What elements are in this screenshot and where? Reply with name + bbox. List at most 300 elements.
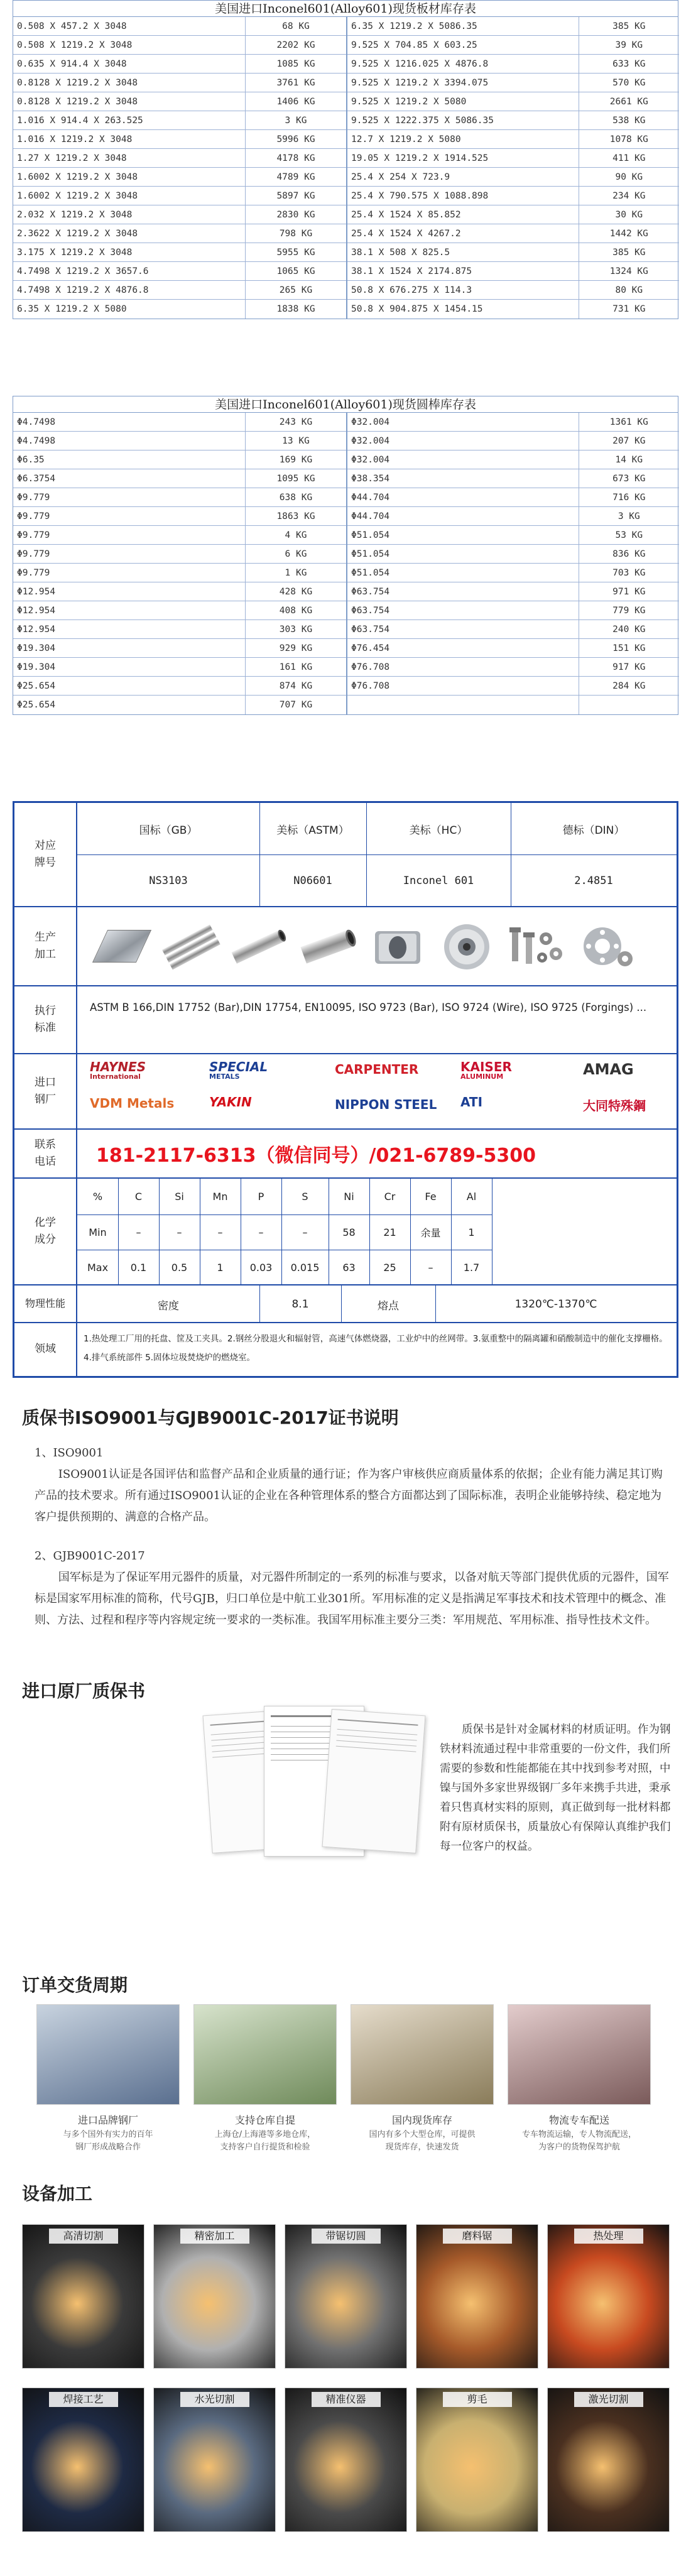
bar-stock-weight: 161 KG [279,662,313,672]
composition-cell: Si [175,1191,184,1203]
pipe-product-image [298,921,359,973]
delivery-photo [193,2004,337,2105]
bar-stock-spec: Φ9.779 [13,488,246,506]
plate-stock-row [13,243,346,262]
plate-stock-spec: 50.8 X 676.275 X 114.3 [347,281,579,299]
bar-stock-weight: 874 KG [279,681,313,691]
mill-logo [460,1094,482,1110]
plate-stock-spec: 12.7 X 1219.2 X 5080 [347,130,579,148]
bar-stock-spec: Φ12.954 [13,582,246,601]
plate-stock-row [347,111,679,130]
bar-stock-table [13,396,678,715]
bar-stock-weight: 1 KG [285,568,307,578]
original-cert-paragraph: 质保书是针对金属材料的材质证明。作为钢铁材料流通过程中非常重要的一份文件，我们所需要的参数和性能都能在其中找到参考对照，中镍与国外多家世界级钢厂多年来携手共进，秉承着只售真材实料的原则，真正做到每一批材料都附有原材质保书，质量放心有保障认真维护我们每一位客户的权益。 [440,1723,671,1853]
bar-stock-weight: 169 KG [279,455,313,465]
bar-stock-spec: Φ25.654 [13,696,246,714]
composition-cell: 1 [468,1226,475,1238]
plate-stock-row [13,55,346,74]
plate-stock-row [13,36,346,55]
mill-name: 大同特殊鋼 [583,1098,646,1113]
bar-stock-row [347,413,679,432]
plate-stock-row [13,281,346,300]
bar-stock-spec: Φ9.779 [13,545,246,563]
bar-stock-spec [347,696,579,714]
equipment-photo [285,2224,407,2369]
production-images [77,907,677,985]
equipment-photo [285,2388,407,2532]
bar-stock-row [13,582,346,601]
bar-stock-spec: Φ9.779 [13,507,246,525]
bar-stock-row [347,658,679,677]
plate-stock-row [13,300,346,319]
delivery-caption: 国内现货库存 [391,2114,452,2126]
bar-stock-spec: Φ4.7498 [13,432,246,450]
mill-logo [460,1059,512,1081]
plate-stock-row [347,17,679,36]
spec-panel [13,801,678,1378]
bar-stock-weight: 428 KG [279,587,313,597]
delivery-photo [36,2004,180,2105]
bar-stock-spec: Φ12.954 [13,601,246,619]
plate-stock-row [347,281,679,300]
plate-stock-weight: 1406 KG [276,97,315,107]
bar-stock-title: 美国进口Inconel601(Alloy601)现货圆棒库存表 [13,396,678,412]
iso-heading: 1、ISO9001 [35,1446,104,1460]
bar-stock-weight: 3 KG [618,511,640,521]
bar-stock-row [13,450,346,469]
plate-stock-weight: 90 KG [615,172,643,182]
composition-cell: 58 [342,1226,356,1238]
composition-cell: Cr [384,1191,396,1203]
plate-stock-row [347,92,679,111]
plate-stock-weight: 538 KG [612,116,646,126]
composition-cell: 余量 [420,1226,441,1239]
mill-logo [209,1059,268,1081]
plate-stock-weight: 731 KG [612,304,646,314]
original-cert-text [440,1720,672,1857]
plate-stock-row [347,205,679,224]
bar-stock-spec: Φ51.054 [347,545,579,563]
bar-stock-weight: 638 KG [279,493,313,503]
plate-stock-spec: 4.7498 X 1219.2 X 4876.8 [13,281,246,299]
plate-stock-table [13,0,678,319]
equipment-photo [547,2388,670,2532]
bar-stock-row [347,677,679,696]
bar-stock-spec: Φ63.754 [347,582,579,601]
plate-stock-spec: 50.8 X 904.875 X 1454.15 [347,300,579,319]
bar-stock-spec: Φ32.004 [347,450,579,469]
bar-stock-row [347,620,679,639]
composition-cell: 63 [342,1262,356,1274]
iso-paragraph: ISO9001认证是各国评估和监督产品和企业质量的通行证；作为客户审核供应商质量体系的依据；企业有能力满足其订购产品的技术要求。所有通过ISO9001认证的企业在各种管理体系的整合方面都达到了国际标准，表明企业能够持续、稳定地为客户提供预期的、满意的合格产品。 [35,1468,663,1524]
equipment-caption: 磨料锯 [443,2229,512,2244]
plate-stock-row [347,300,679,319]
plate-stock-spec: 1.6002 X 1219.2 X 3048 [13,168,246,186]
bar-stock-row [13,677,346,696]
plate-stock-row [13,205,346,224]
mills-label: 进口 钢厂 [14,1054,77,1128]
plate-stock-weight: 1442 KG [609,229,648,239]
bar-stock-weight: 1095 KG [276,474,315,484]
grade-value-astm: N06601 [293,875,332,887]
plate-stock-row [13,224,346,243]
density-label: 密度 [158,1299,179,1313]
plate-stock-weight: 234 KG [612,191,646,201]
equipment-photo [547,2224,670,2369]
plate-stock-spec: 0.508 X 457.2 X 3048 [13,17,246,35]
mill-name: ATI [460,1094,483,1110]
bar-stock-spec: Φ63.754 [347,601,579,619]
plate-stock-spec: 9.525 X 1216.025 X 4876.8 [347,55,579,73]
bar-stock-weight: 779 KG [612,606,646,616]
mill-logo [583,1096,646,1114]
mill-subname: International [90,1072,141,1081]
tube-product-image [229,921,290,973]
flange-product-image [575,921,635,973]
equipment-caption: 水光切割 [180,2392,249,2407]
bar-stock-weight: 53 KG [615,530,643,540]
plate-stock-row [347,36,679,55]
bar-stock-row [13,507,346,526]
plate-stock-weight: 3 KG [285,116,307,126]
wire-spool-product-image [437,921,497,973]
delivery-photo [351,2004,494,2105]
plate-stock-weight: 80 KG [615,285,643,295]
plate-stock-weight: 1085 KG [276,59,315,69]
plate-stock-weight: 633 KG [612,59,646,69]
plate-stock-row [13,17,346,36]
equipment-photo [416,2224,538,2369]
bar-stock-spec: Φ25.654 [13,677,246,695]
plate-stock-weight: 68 KG [282,21,310,31]
plate-stock-row [13,92,346,111]
plate-stock-weight: 798 KG [279,229,313,239]
equipment-title: 设备加工 [22,2183,93,2204]
equipment-photo [22,2224,144,2369]
bar-stock-row [347,545,679,564]
bar-stock-spec: Φ6.35 [13,450,246,469]
plate-stock-weight: 2202 KG [276,40,315,50]
composition-cell: Ni [344,1191,354,1203]
bar-stock-spec: Φ51.054 [347,564,579,582]
composition-cell: 1 [217,1262,224,1274]
bar-stock-row [13,696,346,714]
equipment-photo [153,2388,276,2532]
plate-stock-spec: 19.05 X 1219.2 X 1914.525 [347,149,579,167]
bar-stock-row [347,696,679,714]
round-bar-product-image [160,921,220,973]
bar-stock-row [13,601,346,620]
grade-header-hc: 美标（HC） [409,824,468,837]
melting-value: 1320℃-1370℃ [514,1298,597,1311]
fields-label: 领域 [14,1323,77,1376]
bar-stock-row [347,488,679,507]
bar-stock-spec: Φ9.779 [13,564,246,582]
physical-label: 物理性能 [14,1285,77,1322]
plate-stock-weight: 1838 KG [276,304,315,314]
bar-stock-row [13,639,346,658]
delivery-subcaption: 国内有多个大型仓库，可提供 现货库存，快速发货 [369,2130,476,2152]
mill-name: KAISER [460,1059,512,1074]
composition-cell: 21 [383,1226,396,1238]
bar-stock-spec: Φ6.3754 [13,469,246,488]
bar-stock-weight: 4 KG [285,530,307,540]
plate-stock-row [347,149,679,168]
grade-header-gb: 国标（GB） [139,824,198,837]
plate-stock-weight: 5897 KG [276,191,315,201]
plate-stock-spec: 4.7498 X 1219.2 X 3657.6 [13,262,246,280]
bar-stock-weight: 6 KG [285,549,307,559]
plate-stock-row [13,168,346,187]
plate-stock-row [347,55,679,74]
bar-stock-weight: 929 KG [279,643,313,653]
plate-stock-title: 美国进口Inconel601(Alloy601)现货板材库存表 [13,0,678,16]
plate-stock-weight: 3761 KG [276,78,315,88]
plate-stock-spec: 0.508 X 1219.2 X 3048 [13,36,246,54]
bar-stock-row [347,639,679,658]
contact-label: 联系 电话 [14,1130,77,1177]
certificate-title: 质保书ISO9001与GJB9001C-2017证书说明 [22,1407,399,1428]
plate-stock-row [347,262,679,281]
production-row [14,907,677,986]
plate-stock-left [13,17,346,319]
delivery-subcaption: 专车物流运输，专人物流配送， 为客户的货物保驾护航 [521,2130,636,2152]
grade-header-din: 德标（DIN） [562,824,625,837]
density-value: 8.1 [291,1298,309,1311]
composition-cell: 0.015 [290,1262,320,1274]
bar-stock-row [347,469,679,488]
fasteners-product-image [506,921,566,973]
bar-stock-row [347,450,679,469]
gjb-text [35,1567,669,1631]
plate-stock-row [13,187,346,205]
plate-stock-weight: 570 KG [612,78,646,88]
standard-row [14,986,677,1054]
mill-logo [90,1059,146,1081]
mill-subname: METALS [209,1072,240,1081]
plate-stock-weight: 5996 KG [276,134,315,145]
delivery-photo [508,2004,651,2105]
bar-stock-spec: Φ4.7498 [13,413,246,431]
composition-cell: – [428,1262,433,1274]
equipment-caption: 剪毛 [443,2392,512,2407]
plate-stock-row [13,111,346,130]
plate-stock-row [347,74,679,92]
plate-stock-spec: 1.27 X 1219.2 X 3048 [13,149,246,167]
bar-stock-weight [579,696,679,714]
plate-stock-spec: 9.525 X 1219.2 X 3394.075 [347,74,579,92]
delivery-caption: 支持仓库自提 [234,2114,295,2126]
plate-stock-row [13,149,346,168]
plate-stock-row [347,224,679,243]
contact-phone[interactable]: 181-2117-6313（微信同号）/021-6789-5300 [96,1145,536,1167]
bar-stock-weight: 703 KG [612,568,646,578]
mill-logo [583,1061,634,1078]
bar-stock-row [13,658,346,677]
plate-stock-spec: 1.016 X 914.4 X 263.525 [13,111,246,129]
bar-stock-right [346,413,679,714]
bar-stock-spec: Φ19.304 [13,639,246,657]
bar-stock-row [13,526,346,545]
standard-text: ASTM B 166,DIN 17752 (Bar),DIN 17754, EN10095, ISO 9723 (Bar), ISO 9724 (Wire), ISO 9725 (Forgings) ... [90,1001,647,1013]
composition-cell: Al [466,1191,477,1203]
plate-stock-row [13,130,346,149]
composition-cell: – [258,1226,264,1238]
composition-cell: – [177,1226,182,1238]
bar-stock-spec: Φ32.004 [347,432,579,450]
bar-stock-spec: Φ32.004 [347,413,579,431]
composition-cell: Fe [425,1191,437,1203]
plate-stock-weight: 1078 KG [609,134,648,145]
plate-stock-spec: 25.4 X 254 X 723.9 [347,168,579,186]
plate-stock-row [13,262,346,281]
grade-header-astm: 美标（ASTM） [276,824,349,837]
plate-stock-spec: 2.032 X 1219.2 X 3048 [13,205,246,224]
plate-stock-weight: 4178 KG [276,153,315,163]
delivery-title: 订单交货周期 [22,1975,128,1995]
plate-stock-weight: 411 KG [612,153,646,163]
bar-stock-spec: Φ19.304 [13,658,246,676]
mill-name: YAKIN [209,1094,252,1110]
equipment-photo [153,2224,276,2369]
equipment-caption: 精准仪器 [312,2392,381,2407]
plate-stock-spec: 6.35 X 1219.2 X 5080 [13,300,246,319]
plate-stock-spec: 0.8128 X 1219.2 X 3048 [13,74,246,92]
composition-cell: 1.7 [463,1262,480,1274]
equipment-caption: 焊接工艺 [49,2392,118,2407]
plate-stock-spec: 25.4 X 1524 X 85.852 [347,205,579,224]
plate-stock-spec: 38.1 X 508 X 825.5 [347,243,579,261]
original-cert-title: 进口原厂质保书 [22,1681,146,1701]
grade-row [14,803,677,907]
mill-name: AMAG [583,1061,634,1078]
bar-stock-spec: Φ51.054 [347,526,579,544]
bar-stock-weight: 836 KG [612,549,646,559]
mill-subname: ALUMINUM [460,1072,504,1081]
bar-stock-row [347,564,679,582]
equipment-photo [416,2388,538,2532]
mill-logo [90,1096,174,1111]
bar-stock-spec: Φ9.779 [13,526,246,544]
bar-stock-row [13,620,346,639]
delivery-caption: 进口品牌钢厂 [77,2114,138,2126]
composition-cell: Min [89,1226,107,1238]
plate-stock-weight: 265 KG [279,285,313,295]
delivery-subcaption: 上海仓/上海港等多地仓库， 支持客户自行提货和检验 [214,2130,316,2152]
mill-name: SPECIAL [209,1059,268,1074]
plate-stock-weight: 39 KG [615,40,643,50]
gjb-paragraph: 国军标是为了保证军用元器件的质量，对元器件所制定的一系列的标准与要求，以备对航天等部门提供优质的元器件，国军标是国家军用标准的简称，代号GJB，归口单位是中航工业301所。军用标准的定义是指满足军事技术和技术管理中的概念、准则、方法、过程和程序等内容规定统一要求的一类标准。我国军用标准主要分三类：军用规范、军用标准、指导性技术文件。 [35,1571,669,1627]
gjb-heading: 2、GJB9001C-2017 [35,1549,145,1563]
grade-value-gb: NS3103 [149,875,188,887]
plate-stock-row [13,74,346,92]
bar-stock-row [13,469,346,488]
bar-stock-weight: 673 KG [612,474,646,484]
plate-stock-weight: 1065 KG [276,266,315,276]
physical-row [14,1285,677,1323]
plate-stock-weight: 1324 KG [609,266,648,276]
plate-stock-weight: 2661 KG [609,97,648,107]
plate-stock-spec: 2.3622 X 1219.2 X 3048 [13,224,246,243]
composition-cell: % [92,1191,103,1203]
plate-stock-spec: 1.6002 X 1219.2 X 3048 [13,187,246,205]
bar-stock-spec: Φ76.708 [347,658,579,676]
plate-stock-weight: 385 KG [612,21,646,31]
bar-stock-row [13,488,346,507]
bar-stock-row [347,601,679,620]
bar-stock-weight: 151 KG [612,643,646,653]
composition-cell: 0.5 [171,1262,188,1274]
composition-cell: – [302,1226,308,1238]
bar-stock-spec: Φ12.954 [13,620,246,638]
composition-cell: – [136,1226,141,1238]
bar-stock-row [13,545,346,564]
plate-stock-spec: 1.016 X 1219.2 X 3048 [13,130,246,148]
plate-stock-weight: 30 KG [615,210,643,220]
plate-stock-spec: 0.8128 X 1219.2 X 3048 [13,92,246,111]
plate-stock-spec: 38.1 X 1524 X 2174.875 [347,262,579,280]
bar-stock-weight: 716 KG [612,493,646,503]
bar-stock-spec: Φ38.354 [347,469,579,488]
plate-stock-row [347,168,679,187]
mill-name: NIPPON STEEL [335,1097,437,1112]
grade-label: 对应 牌号 [14,803,77,906]
plate-stock-weight: 2830 KG [276,210,315,220]
equipment-caption: 激光切割 [574,2392,643,2407]
bar-stock-weight: 284 KG [612,681,646,691]
bar-stock-spec: Φ63.754 [347,620,579,638]
composition-cell: P [258,1191,264,1203]
bar-stock-weight: 408 KG [279,606,313,616]
standard-label: 执行 标准 [14,986,77,1053]
bar-stock-row [347,507,679,526]
grade-value-din: 2.4851 [574,875,613,887]
composition-cell: 0.1 [130,1262,147,1274]
plate-stock-spec: 9.525 X 1219.2 X 5080 [347,92,579,111]
bar-stock-weight: 207 KG [612,436,646,446]
mills-row [14,1054,677,1130]
composition-cell: C [134,1191,143,1203]
bar-stock-weight: 1863 KG [276,511,315,521]
contact-row [14,1130,677,1179]
bar-stock-weight: 707 KG [279,700,313,710]
plate-stock-weight: 385 KG [612,248,646,258]
bar-stock-spec: Φ76.454 [347,639,579,657]
bar-stock-weight: 303 KG [279,625,313,635]
bar-stock-spec: Φ44.704 [347,488,579,506]
mill-logo [335,1097,437,1112]
plate-stock-row [347,130,679,149]
composition-cell: Mn [212,1191,228,1203]
coil-product-image [367,921,428,973]
plate-stock-spec: 3.175 X 1219.2 X 3048 [13,243,246,261]
bar-stock-weight: 13 KG [282,436,310,446]
grade-value-hc: Inconel 601 [403,875,474,887]
bar-stock-row [347,526,679,545]
bar-stock-weight: 971 KG [612,587,646,597]
bar-stock-weight: 1361 KG [609,417,648,427]
plate-stock-spec: 25.4 X 1524 X 4267.2 [347,224,579,243]
composition-cell: S [302,1191,308,1203]
cert-document-image-3 [322,1709,426,1853]
mill-logo [209,1094,252,1110]
bar-stock-row [13,432,346,450]
bar-stock-row [13,564,346,582]
equipment-caption: 精密加工 [180,2229,249,2244]
composition-row [14,1179,677,1285]
iso-text [35,1464,669,1528]
mill-logo [335,1062,418,1077]
